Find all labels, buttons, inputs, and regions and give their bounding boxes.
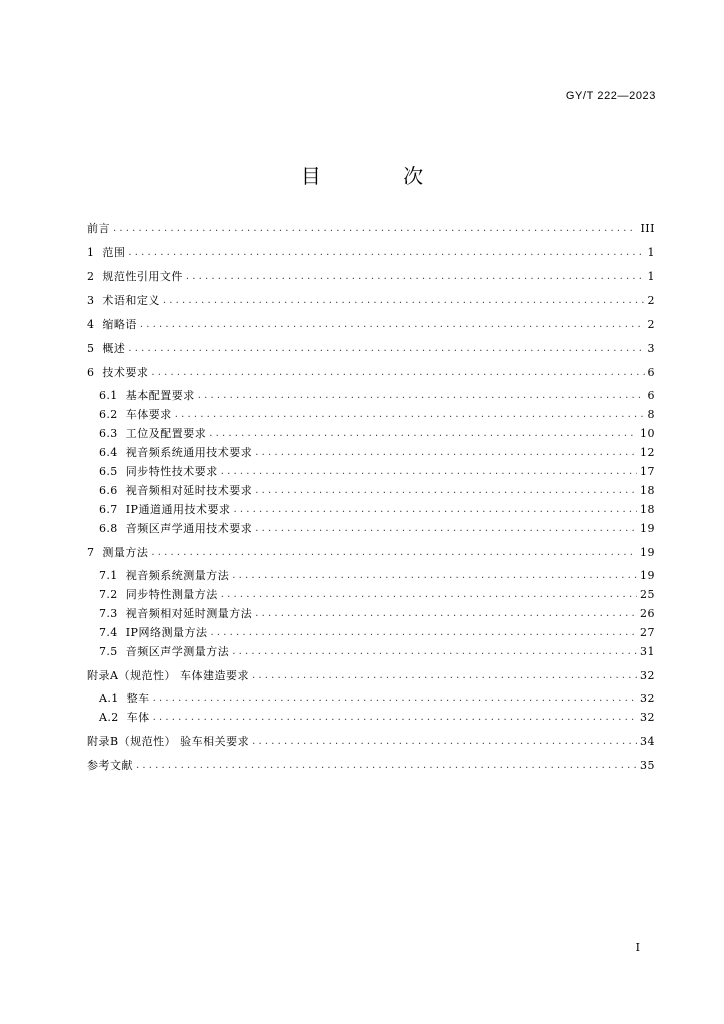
toc-entry-page: 32 <box>640 669 655 682</box>
toc-entry[interactable] <box>99 423 655 441</box>
dot-leader <box>128 246 644 260</box>
toc-entry-number: 3 <box>87 294 95 307</box>
toc-entry-label: 附录A（规范性） 车体建造要求 <box>87 669 249 682</box>
toc-entry-page: 18 <box>640 503 655 516</box>
toc-entry-label: 附录B（规范性） 验车相关要求 <box>87 735 250 748</box>
toc-entry-label: 音频区声学测量方法 <box>125 645 230 658</box>
toc-entry-number: 6.4 <box>99 446 118 459</box>
toc-entry-label: 工位及配置要求 <box>125 427 207 440</box>
toc-entry-number: 6.2 <box>99 408 118 421</box>
toc-entry-label: 缩略语 <box>102 318 137 331</box>
toc-entry[interactable] <box>87 338 655 356</box>
toc-entry-page: III <box>640 222 655 235</box>
toc-entry-page: 1 <box>647 246 655 259</box>
toc-entry-label: 测量方法 <box>102 546 149 559</box>
dot-leader <box>221 588 637 602</box>
dot-leader <box>113 222 637 236</box>
dot-leader <box>151 546 637 560</box>
dot-leader <box>252 735 637 749</box>
toc-entry[interactable] <box>99 688 655 706</box>
toc-entry-label: 基本配置要求 <box>125 389 195 402</box>
toc-entry[interactable] <box>99 622 655 640</box>
toc-entry-label: 视音频相对延时技术要求 <box>125 484 253 497</box>
dot-leader <box>255 484 637 498</box>
toc-entry-label: 整车 <box>126 692 150 705</box>
toc-entry[interactable] <box>87 362 655 380</box>
toc-entry-number: 6.8 <box>99 522 118 535</box>
dot-leader <box>252 669 637 683</box>
toc-entry-page: 6 <box>647 366 655 379</box>
toc-entry[interactable] <box>87 731 655 749</box>
toc-entry-number: 6.5 <box>99 465 118 478</box>
dot-leader <box>163 294 645 308</box>
dot-leader <box>255 522 637 536</box>
toc-entry-page: 2 <box>647 318 655 331</box>
toc-entry-number: 7.1 <box>99 569 118 582</box>
dot-leader <box>210 626 637 640</box>
toc-entry-page: 2 <box>647 294 655 307</box>
toc-entry[interactable] <box>87 290 655 308</box>
toc-entry-page: 18 <box>640 484 655 497</box>
toc-entry-label: 范围 <box>102 246 126 259</box>
toc-entry-label: 术语和定义 <box>102 294 160 307</box>
toc-entry-page: 26 <box>640 607 655 620</box>
toc-entry-number: 5 <box>87 342 95 355</box>
dot-leader <box>255 446 637 460</box>
toc-entry-number: 6.7 <box>99 503 118 516</box>
toc-entry-label: 概述 <box>102 342 126 355</box>
toc-entry[interactable] <box>87 218 655 236</box>
toc-entry-label: 视音频系统测量方法 <box>125 569 230 582</box>
toc-entry[interactable] <box>99 584 655 602</box>
dot-leader <box>153 711 637 725</box>
toc-entry[interactable] <box>87 755 655 773</box>
toc-entry-number: 7.3 <box>99 607 118 620</box>
dot-leader <box>186 270 645 284</box>
dot-leader <box>151 366 644 380</box>
toc-entry-page: 19 <box>640 546 655 559</box>
toc-entry-number: 6.6 <box>99 484 118 497</box>
toc-entry-label: 视音频系统通用技术要求 <box>125 446 253 459</box>
toc-entry[interactable] <box>99 603 655 621</box>
toc-entry[interactable] <box>87 242 655 260</box>
dot-leader <box>232 645 637 659</box>
toc-entry[interactable] <box>87 314 655 332</box>
toc-entry-page: 27 <box>640 626 655 639</box>
toc-entry-label: 视音频相对延时测量方法 <box>125 607 253 620</box>
toc-entry[interactable] <box>99 385 655 403</box>
toc-entry-number: 7.4 <box>99 626 118 639</box>
toc-entry-page: 25 <box>640 588 655 601</box>
toc-entry-page: 6 <box>647 389 655 402</box>
toc-entry[interactable] <box>99 499 655 517</box>
dot-leader <box>136 759 637 773</box>
toc-entry[interactable] <box>99 707 655 725</box>
dot-leader <box>198 389 645 403</box>
toc-entry-number: 6.1 <box>99 389 118 402</box>
toc-entry-number: 4 <box>87 318 95 331</box>
toc-entry[interactable] <box>99 461 655 479</box>
toc-entry[interactable] <box>99 641 655 659</box>
toc-entry-page: 19 <box>640 569 655 582</box>
toc-entry[interactable] <box>99 518 655 536</box>
toc-entry[interactable] <box>87 665 655 683</box>
toc-entry[interactable] <box>99 565 655 583</box>
dot-leader <box>175 408 645 422</box>
toc-entry-page: 19 <box>640 522 655 535</box>
toc-entry-page: 10 <box>640 427 655 440</box>
toc-entry-label: 规范性引用文件 <box>102 270 183 283</box>
toc-entry-page: 8 <box>647 408 655 421</box>
dot-leader <box>209 427 637 441</box>
toc-entry-page: 17 <box>640 465 655 478</box>
toc-entry-label: IP通道通用技术要求 <box>125 503 231 516</box>
toc-entry-label: 车体要求 <box>125 408 172 421</box>
toc-entry-number: 7.2 <box>99 588 118 601</box>
toc-entry-page: 1 <box>647 270 655 283</box>
toc-entry[interactable] <box>99 480 655 498</box>
dot-leader <box>233 503 637 517</box>
page-number: I <box>635 941 640 954</box>
toc-entry-number: 7.5 <box>99 645 118 658</box>
toc-entry[interactable] <box>87 542 655 560</box>
toc-entry-label: 技术要求 <box>102 366 149 379</box>
toc-entry-label: IP网络测量方法 <box>125 626 208 639</box>
toc-entry[interactable] <box>87 266 655 284</box>
toc-entry-page: 35 <box>640 759 655 772</box>
dot-leader <box>221 465 637 479</box>
toc-entry-page: 3 <box>647 342 655 355</box>
toc-entry-number: 7 <box>87 546 95 559</box>
dot-leader <box>140 318 645 332</box>
toc-entry-number: A.2 <box>99 711 119 724</box>
toc-entry-number: 1 <box>87 246 95 259</box>
toc-entry-page: 32 <box>640 711 655 724</box>
toc-entry-page: 31 <box>640 645 655 658</box>
dot-leader <box>255 607 637 621</box>
toc-entry-label: 音频区声学通用技术要求 <box>125 522 253 535</box>
toc-entry-number: A.1 <box>99 692 119 705</box>
toc-entry-label: 前言 <box>87 222 110 235</box>
toc-entry[interactable] <box>99 404 655 422</box>
toc-entry-label: 参考文献 <box>87 759 133 772</box>
toc-entry-number: 6.3 <box>99 427 118 440</box>
toc-entry-page: 34 <box>640 735 655 748</box>
toc-entry-label: 车体 <box>126 711 150 724</box>
toc-entry-number: 6 <box>87 366 95 379</box>
toc-entry-number: 2 <box>87 270 95 283</box>
dot-leader <box>232 569 637 583</box>
toc-entry[interactable] <box>99 442 655 460</box>
toc-entry-label: 同步特性测量方法 <box>125 588 218 601</box>
document-code: GY/T 222—2023 <box>565 90 656 102</box>
page-title: 目 次 <box>300 164 462 188</box>
dot-leader <box>128 342 644 356</box>
dot-leader <box>153 692 637 706</box>
toc-entry-page: 12 <box>640 446 655 459</box>
toc-entry-label: 同步特性技术要求 <box>125 465 218 478</box>
toc-entry-page: 32 <box>640 692 655 705</box>
